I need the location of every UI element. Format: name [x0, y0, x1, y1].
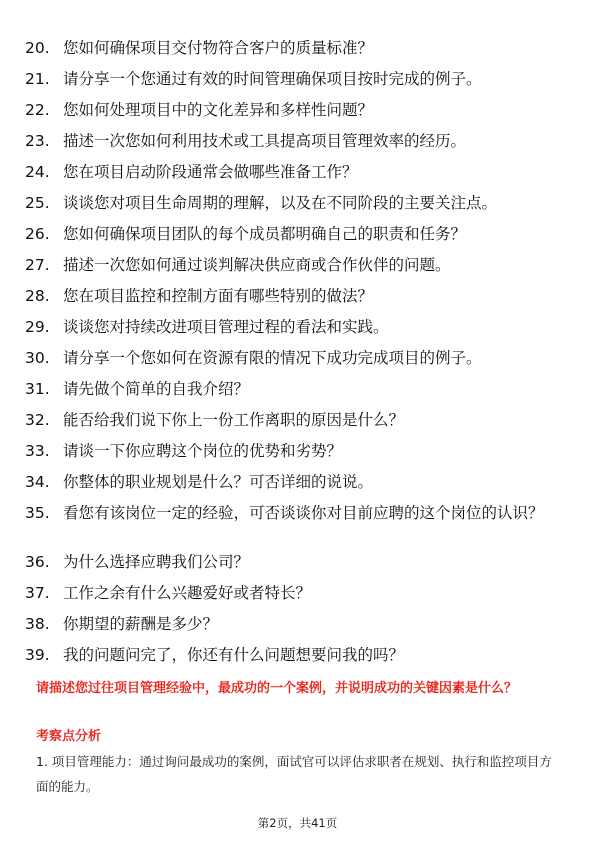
question-text: 能否给我们说下你上一份工作离职的原因是什么？	[63, 411, 405, 429]
question-text: 你整体的职业规划是什么？可否详细的说说。	[63, 473, 374, 491]
question-text: 我的问题问完了，你还有什么问题想要问我的吗？	[63, 646, 405, 664]
question-text: 谈谈您对项目生命周期的理解，以及在不同阶段的主要关注点。	[63, 194, 498, 212]
question-number: 24.	[25, 163, 50, 181]
question-number: 33.	[25, 442, 50, 460]
question-text: 谈谈您对持续改进项目管理过程的看法和实践。	[63, 318, 389, 336]
analysis-paragraph: 1. 项目管理能力：通过询问最成功的案例，面试官可以评估求职者在规划、执行和监控项目方面的能力。	[36, 754, 552, 794]
question-number: 34.	[25, 473, 50, 491]
question-number: 35.	[25, 504, 50, 522]
question-text: 您如何确保项目团队的每个成员都明确自己的职责和任务？	[63, 225, 467, 243]
question-text: 请先做个简单的自我介绍？	[63, 380, 250, 398]
question-number: 30.	[25, 349, 50, 367]
question-number: 27.	[25, 256, 50, 274]
question-text: 请分享一个您通过有效的时间管理确保项目按时完成的例子。	[63, 70, 482, 88]
question-text: 描述一次您如何通过谈判解决供应商或合作伙伴的问题。	[63, 256, 451, 274]
question-text: 请谈一下你应聘这个岗位的优势和劣势？	[63, 442, 343, 460]
question-text: 您如何确保项目交付物符合客户的质量标准？	[63, 39, 374, 57]
question-text: 您如何处理项目中的文化差异和多样性问题？	[63, 101, 374, 119]
section-title: 考察点分析	[36, 729, 102, 744]
question-number: 31.	[25, 380, 50, 398]
question-number: 28.	[25, 287, 50, 305]
question-number: 23.	[25, 132, 50, 150]
question-text: 请分享一个您如何在资源有限的情况下成功完成项目的例子。	[63, 349, 482, 367]
question-number: 22.	[25, 101, 50, 119]
question-number: 36.	[25, 553, 50, 571]
question-number: 21.	[25, 70, 50, 88]
question-text: 您在项目监控和控制方面有哪些特别的做法？	[63, 287, 374, 305]
question-text: 看您有该岗位一定的经验，可否谈谈你对目前应聘的这个岗位的认识？	[63, 504, 544, 522]
question-number: 37.	[25, 584, 50, 602]
page-footer: 第2页，共41页	[257, 816, 338, 830]
question-number: 25.	[25, 194, 50, 212]
question-number: 39.	[25, 646, 50, 664]
question-number: 32.	[25, 411, 50, 429]
question-text: 工作之余有什么兴趣爱好或者特长？	[63, 584, 312, 602]
highlight-question: 请描述您过往项目管理经验中，最成功的一个案例，并说明成功的关键因素是什么？	[36, 681, 518, 696]
question-text: 为什么选择应聘我们公司？	[63, 553, 250, 571]
question-number: 20.	[25, 39, 50, 57]
question-number: 29.	[25, 318, 50, 336]
question-number: 26.	[25, 225, 50, 243]
question-text: 描述一次您如何利用技术或工具提高项目管理效率的经历。	[63, 132, 467, 150]
question-text: 您在项目启动阶段通常会做哪些准备工作？	[63, 163, 358, 181]
question-number: 38.	[25, 615, 50, 633]
question-text: 你期望的薪酬是多少？	[63, 615, 219, 633]
